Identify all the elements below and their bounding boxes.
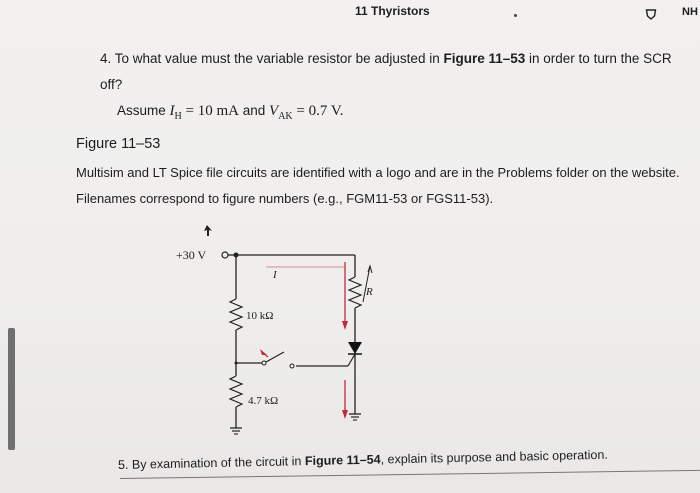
question-5-number: 5.: [117, 457, 129, 472]
question-4: [100, 46, 695, 130]
source-label: +30 V: [176, 248, 207, 262]
name-label: NH: [682, 6, 698, 18]
assume-text: Assume: [117, 103, 170, 118]
figure-title: Figure 11–53: [76, 136, 161, 152]
shield-icon[interactable]: [645, 8, 657, 20]
ih-expression: $I_H = 10$ mA: [169, 103, 239, 122]
question-text-a: To what value must the variable resistor be adjusted in: [114, 51, 444, 66]
resistor-4k7: [230, 376, 242, 407]
scr-symbol: [348, 342, 362, 354]
switch-lever: [266, 352, 284, 362]
question-5-text-a: By examination of the circuit in: [128, 454, 306, 472]
scroll-indicator[interactable]: [8, 328, 15, 450]
and-text: and: [238, 103, 270, 118]
resistor-10k: [230, 299, 242, 330]
header-dot: [514, 14, 517, 17]
figure-reference: Figure 11–53: [443, 51, 526, 66]
page-bottom-rule: [120, 470, 700, 479]
question-5-figure-reference: Figure 11–54: [304, 452, 381, 469]
current-label: I: [273, 269, 277, 281]
source-terminal: [222, 252, 228, 258]
scr-circuit-diagram: [150, 222, 400, 452]
question-5-text-b: , explain its purpose and basic operation.: [380, 447, 608, 467]
r-label: R: [366, 286, 373, 298]
question-text-b: in order to turn the SCR off?: [100, 51, 672, 92]
question-number: 4.: [100, 51, 112, 66]
r1-label: 10 kΩ: [246, 310, 274, 322]
figure-note-line-2: Filenames correspond to figure numbers (e.g., FGM11-53 or FGS11-53).: [76, 191, 494, 206]
figure-note: [76, 160, 696, 212]
chapter-title: 11 Thyristors: [355, 4, 430, 18]
r2-label: 4.7 kΩ: [248, 395, 279, 407]
figure-note-line-1: Multisim and LT Spice file circuits are identified with a logo and are in the Problems folder on the website.: [76, 165, 680, 180]
variable-resistor-R: [349, 277, 361, 308]
vak-expression: $V_{AK} = 0.7$ V.: [269, 103, 344, 122]
